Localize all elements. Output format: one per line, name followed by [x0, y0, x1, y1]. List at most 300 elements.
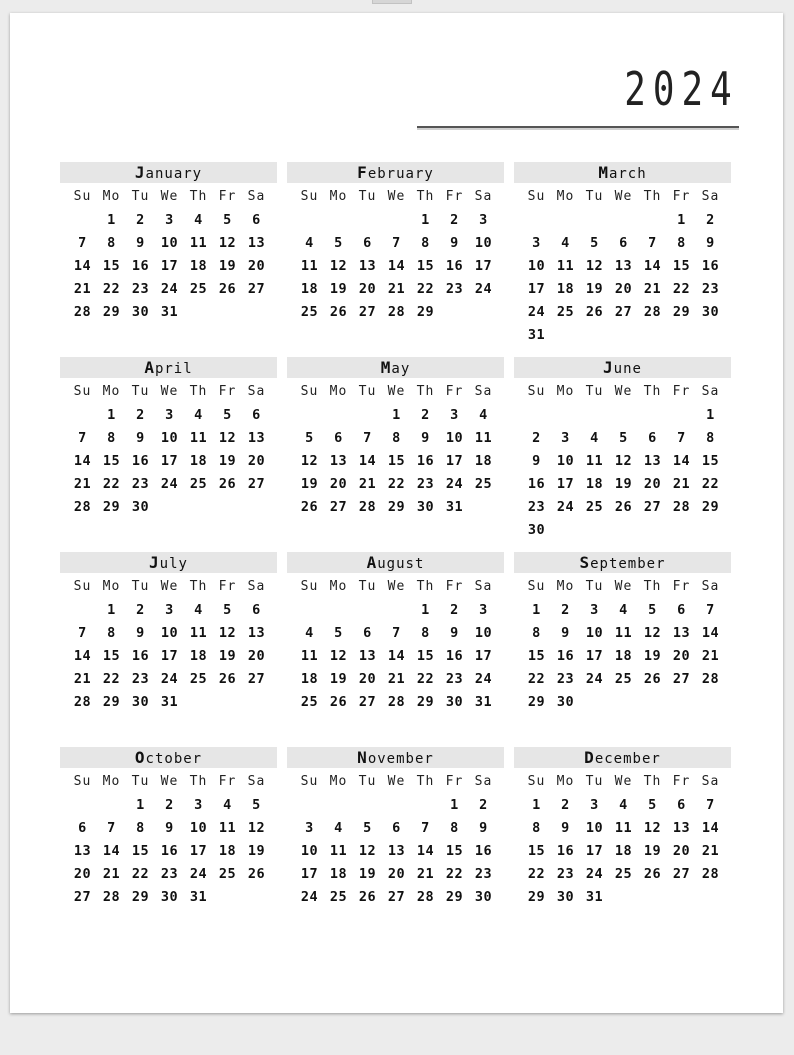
weekday-label: We: [387, 579, 406, 594]
day-cell: 12: [358, 843, 377, 859]
day-cell: 20: [387, 866, 406, 882]
weekday-label: Tu: [585, 579, 604, 594]
day-cell: 20: [247, 648, 266, 664]
day-cell: 12: [218, 430, 237, 446]
day-cell: 7: [421, 820, 430, 836]
empty-day-cell: [68, 404, 97, 427]
weekday-label: Sa: [247, 774, 266, 789]
month-header: August: [287, 552, 504, 573]
empty-day-cell: [522, 209, 551, 232]
day-cell: 18: [585, 476, 604, 492]
day-cell: 23: [556, 866, 575, 882]
day-cell: 30: [160, 889, 179, 905]
day-cell: 12: [329, 258, 348, 274]
empty-day-cell: [295, 794, 324, 817]
day-cell: 20: [358, 281, 377, 297]
day-cell: 25: [189, 671, 208, 687]
empty-day-cell: [295, 209, 324, 232]
day-cell: 29: [527, 694, 546, 710]
empty-day-cell: [382, 794, 411, 817]
month-header: July: [60, 552, 277, 573]
day-cell: 25: [189, 476, 208, 492]
weekday-label: Su: [527, 384, 546, 399]
day-cell: 18: [614, 648, 633, 664]
month-april: [60, 357, 277, 519]
day-cell: 10: [585, 820, 604, 836]
day-cell: 6: [677, 602, 686, 618]
day-cell: 7: [78, 430, 87, 446]
day-cell: 24: [556, 499, 575, 515]
weekday-label: Sa: [701, 579, 720, 594]
day-cell: 30: [527, 522, 546, 538]
day-cell: 17: [585, 648, 604, 664]
day-cell: 20: [358, 671, 377, 687]
day-cell: 5: [305, 430, 314, 446]
day-cell: 22: [527, 866, 546, 882]
day-cell: 10: [527, 258, 546, 274]
day-cell: 30: [474, 889, 493, 905]
day-cell: 19: [218, 453, 237, 469]
day-cell: 25: [556, 304, 575, 320]
day-cell: 27: [643, 499, 662, 515]
day-cell: 29: [387, 499, 406, 515]
day-cell: 23: [445, 671, 464, 687]
day-cell: 31: [474, 694, 493, 710]
day-cell: 25: [189, 281, 208, 297]
day-cell: 21: [102, 866, 121, 882]
weekday-label: Sa: [247, 384, 266, 399]
month-day-grid: [522, 378, 731, 542]
day-cell: 2: [706, 212, 715, 228]
empty-day-cell: [638, 209, 667, 232]
day-cell: 27: [73, 889, 92, 905]
day-cell: 29: [445, 889, 464, 905]
weekday-label: Fr: [445, 189, 464, 204]
day-cell: 9: [165, 820, 174, 836]
day-cell: 6: [392, 820, 401, 836]
day-cell: 26: [329, 694, 348, 710]
day-cell: 7: [107, 820, 116, 836]
day-cell: 28: [73, 694, 92, 710]
day-cell: 5: [223, 602, 232, 618]
month-october: [60, 747, 277, 909]
day-cell: 1: [421, 212, 430, 228]
day-cell: 10: [160, 235, 179, 251]
weekday-label: We: [387, 384, 406, 399]
day-cell: 22: [102, 671, 121, 687]
day-cell: 18: [329, 866, 348, 882]
weekday-label: Th: [643, 384, 662, 399]
weekday-label: Su: [73, 774, 92, 789]
weekday-label: Fr: [445, 384, 464, 399]
weekday-label: We: [160, 579, 179, 594]
day-cell: 30: [131, 694, 150, 710]
day-cell: 21: [701, 843, 720, 859]
day-cell: 3: [532, 235, 541, 251]
day-cell: 8: [136, 820, 145, 836]
day-cell: 15: [102, 648, 121, 664]
month-day-grid: [522, 183, 731, 347]
day-cell: 26: [614, 499, 633, 515]
day-cell: 18: [189, 258, 208, 274]
day-cell: 30: [556, 694, 575, 710]
month-day-grid: [295, 573, 504, 714]
day-cell: 12: [300, 453, 319, 469]
day-cell: 6: [677, 797, 686, 813]
day-cell: 13: [387, 843, 406, 859]
weekday-label: Th: [643, 189, 662, 204]
day-cell: 28: [73, 304, 92, 320]
day-cell: 22: [416, 671, 435, 687]
day-cell: 1: [421, 602, 430, 618]
day-cell: 30: [416, 499, 435, 515]
day-cell: 13: [672, 820, 691, 836]
day-cell: 3: [590, 797, 599, 813]
day-cell: 22: [527, 671, 546, 687]
weekday-label: Tu: [131, 189, 150, 204]
month-header: September: [514, 552, 731, 573]
day-cell: 31: [160, 694, 179, 710]
day-cell: 2: [561, 797, 570, 813]
day-cell: 26: [218, 281, 237, 297]
empty-day-cell: [382, 209, 411, 232]
day-cell: 4: [305, 625, 314, 641]
month-day-grid: [68, 573, 277, 714]
day-cell: 12: [643, 820, 662, 836]
day-cell: 3: [165, 212, 174, 228]
day-cell: 25: [300, 304, 319, 320]
day-cell: 1: [450, 797, 459, 813]
window-tab-handle[interactable]: [372, 0, 412, 4]
day-cell: 15: [527, 648, 546, 664]
weekday-label: Sa: [474, 189, 493, 204]
day-cell: 8: [107, 235, 116, 251]
day-cell: 1: [107, 407, 116, 423]
day-cell: 29: [416, 304, 435, 320]
day-cell: 8: [392, 430, 401, 446]
weekday-label: We: [614, 384, 633, 399]
day-cell: 24: [160, 281, 179, 297]
day-cell: 16: [445, 648, 464, 664]
day-cell: 11: [614, 625, 633, 641]
day-cell: 5: [334, 235, 343, 251]
month-march: [514, 162, 731, 347]
day-cell: 19: [614, 476, 633, 492]
day-cell: 2: [421, 407, 430, 423]
day-cell: 6: [78, 820, 87, 836]
day-cell: 14: [672, 453, 691, 469]
day-cell: 5: [590, 235, 599, 251]
empty-day-cell: [353, 209, 382, 232]
day-cell: 3: [561, 430, 570, 446]
month-july: [60, 552, 277, 714]
empty-day-cell: [295, 599, 324, 622]
day-cell: 9: [136, 625, 145, 641]
day-cell: 18: [189, 648, 208, 664]
day-cell: 11: [329, 843, 348, 859]
day-cell: 6: [252, 212, 261, 228]
day-cell: 29: [131, 889, 150, 905]
month-day-grid: [68, 768, 277, 909]
day-cell: 22: [445, 866, 464, 882]
day-cell: 8: [421, 235, 430, 251]
day-cell: 14: [387, 258, 406, 274]
day-cell: 23: [131, 671, 150, 687]
month-header: December: [514, 747, 731, 768]
day-cell: 18: [300, 671, 319, 687]
day-cell: 25: [218, 866, 237, 882]
weekday-label: Su: [73, 189, 92, 204]
day-cell: 8: [107, 430, 116, 446]
day-cell: 20: [614, 281, 633, 297]
day-cell: 15: [445, 843, 464, 859]
day-cell: 13: [614, 258, 633, 274]
day-cell: 28: [701, 866, 720, 882]
day-cell: 8: [706, 430, 715, 446]
day-cell: 26: [329, 304, 348, 320]
weekday-label: Su: [300, 774, 319, 789]
day-cell: 27: [358, 304, 377, 320]
day-cell: 14: [387, 648, 406, 664]
day-cell: 3: [479, 602, 488, 618]
day-cell: 18: [300, 281, 319, 297]
day-cell: 4: [194, 407, 203, 423]
empty-day-cell: [609, 404, 638, 427]
day-cell: 3: [165, 407, 174, 423]
day-cell: 30: [131, 304, 150, 320]
weekday-label: Mo: [102, 384, 121, 399]
day-cell: 1: [677, 212, 686, 228]
day-cell: 14: [643, 258, 662, 274]
day-cell: 19: [329, 281, 348, 297]
weekday-label: Th: [416, 579, 435, 594]
month-day-grid: [522, 573, 731, 714]
day-cell: 27: [329, 499, 348, 515]
day-cell: 10: [160, 625, 179, 641]
month-day-grid: [295, 378, 504, 519]
day-cell: 25: [585, 499, 604, 515]
day-cell: 14: [73, 258, 92, 274]
day-cell: 21: [73, 476, 92, 492]
month-header: March: [514, 162, 731, 183]
day-cell: 16: [556, 843, 575, 859]
weekday-label: Mo: [556, 579, 575, 594]
weekday-label: Fr: [218, 774, 237, 789]
day-cell: 2: [532, 430, 541, 446]
day-cell: 20: [672, 843, 691, 859]
day-cell: 24: [189, 866, 208, 882]
day-cell: 22: [387, 476, 406, 492]
day-cell: 17: [585, 843, 604, 859]
empty-day-cell: [324, 599, 353, 622]
day-cell: 26: [643, 671, 662, 687]
day-cell: 15: [672, 258, 691, 274]
weekday-label: Su: [300, 579, 319, 594]
day-cell: 16: [131, 258, 150, 274]
day-cell: 19: [218, 648, 237, 664]
day-cell: 5: [223, 212, 232, 228]
day-cell: 22: [672, 281, 691, 297]
day-cell: 5: [619, 430, 628, 446]
month-january: [60, 162, 277, 324]
day-cell: 10: [445, 430, 464, 446]
day-cell: 24: [474, 281, 493, 297]
weekday-label: Su: [73, 384, 92, 399]
month-header: January: [60, 162, 277, 183]
empty-day-cell: [382, 599, 411, 622]
empty-day-cell: [551, 404, 580, 427]
day-cell: 6: [363, 235, 372, 251]
day-cell: 29: [701, 499, 720, 515]
day-cell: 17: [160, 258, 179, 274]
day-cell: 24: [445, 476, 464, 492]
month-november: [287, 747, 504, 909]
day-cell: 4: [619, 602, 628, 618]
day-cell: 8: [107, 625, 116, 641]
day-cell: 5: [363, 820, 372, 836]
day-cell: 21: [73, 671, 92, 687]
day-cell: 25: [329, 889, 348, 905]
day-cell: 9: [136, 430, 145, 446]
day-cell: 15: [527, 843, 546, 859]
day-cell: 15: [102, 453, 121, 469]
weekday-label: Th: [416, 189, 435, 204]
day-cell: 15: [387, 453, 406, 469]
day-cell: 7: [677, 430, 686, 446]
day-cell: 17: [300, 866, 319, 882]
day-cell: 28: [387, 304, 406, 320]
day-cell: 25: [474, 476, 493, 492]
day-cell: 5: [648, 602, 657, 618]
month-header: February: [287, 162, 504, 183]
day-cell: 14: [358, 453, 377, 469]
day-cell: 17: [445, 453, 464, 469]
day-cell: 17: [556, 476, 575, 492]
day-cell: 13: [73, 843, 92, 859]
empty-day-cell: [353, 404, 382, 427]
day-cell: 22: [701, 476, 720, 492]
day-cell: 9: [561, 625, 570, 641]
day-cell: 19: [247, 843, 266, 859]
day-cell: 7: [392, 625, 401, 641]
month-day-grid: [68, 378, 277, 519]
day-cell: 5: [223, 407, 232, 423]
day-cell: 20: [643, 476, 662, 492]
day-cell: 7: [78, 235, 87, 251]
day-cell: 1: [107, 602, 116, 618]
day-cell: 23: [131, 476, 150, 492]
weekday-label: Th: [189, 189, 208, 204]
day-cell: 5: [252, 797, 261, 813]
weekday-label: Mo: [329, 579, 348, 594]
day-cell: 3: [479, 212, 488, 228]
day-cell: 20: [73, 866, 92, 882]
month-may: [287, 357, 504, 519]
day-cell: 6: [252, 407, 261, 423]
weekday-label: Sa: [247, 189, 266, 204]
weekday-label: Fr: [672, 579, 691, 594]
day-cell: 16: [474, 843, 493, 859]
day-cell: 6: [363, 625, 372, 641]
day-cell: 3: [590, 602, 599, 618]
day-cell: 7: [706, 602, 715, 618]
empty-day-cell: [68, 209, 97, 232]
weekday-label: Fr: [218, 579, 237, 594]
day-cell: 25: [614, 671, 633, 687]
day-cell: 3: [305, 820, 314, 836]
day-cell: 27: [387, 889, 406, 905]
day-cell: 13: [358, 648, 377, 664]
weekday-label: Mo: [556, 384, 575, 399]
year-title: 2024: [624, 62, 739, 116]
weekday-label: We: [387, 774, 406, 789]
day-cell: 2: [165, 797, 174, 813]
day-cell: 2: [136, 407, 145, 423]
day-cell: 28: [387, 694, 406, 710]
empty-day-cell: [324, 209, 353, 232]
day-cell: 29: [102, 499, 121, 515]
day-cell: 8: [532, 820, 541, 836]
day-cell: 3: [165, 602, 174, 618]
day-cell: 9: [532, 453, 541, 469]
month-header: April: [60, 357, 277, 378]
weekday-label: Mo: [329, 189, 348, 204]
weekday-label: Sa: [474, 384, 493, 399]
weekday-label: Tu: [358, 384, 377, 399]
day-cell: 9: [136, 235, 145, 251]
day-cell: 15: [701, 453, 720, 469]
day-cell: 11: [614, 820, 633, 836]
day-cell: 14: [73, 648, 92, 664]
day-cell: 18: [614, 843, 633, 859]
day-cell: 29: [102, 694, 121, 710]
day-cell: 15: [131, 843, 150, 859]
day-cell: 28: [416, 889, 435, 905]
day-cell: 17: [474, 258, 493, 274]
day-cell: 13: [643, 453, 662, 469]
day-cell: 29: [672, 304, 691, 320]
empty-day-cell: [580, 404, 609, 427]
weekday-label: Mo: [102, 774, 121, 789]
weekday-label: Tu: [131, 384, 150, 399]
weekday-label: Th: [643, 579, 662, 594]
day-cell: 6: [334, 430, 343, 446]
weekday-label: We: [614, 189, 633, 204]
day-cell: 23: [416, 476, 435, 492]
empty-day-cell: [295, 404, 324, 427]
day-cell: 12: [643, 625, 662, 641]
day-cell: 9: [450, 625, 459, 641]
day-cell: 29: [527, 889, 546, 905]
day-cell: 23: [474, 866, 493, 882]
day-cell: 11: [189, 625, 208, 641]
weekday-label: Mo: [329, 774, 348, 789]
day-cell: 2: [136, 602, 145, 618]
day-cell: 27: [358, 694, 377, 710]
day-cell: 4: [561, 235, 570, 251]
day-cell: 1: [532, 797, 541, 813]
day-cell: 19: [358, 866, 377, 882]
weekday-label: Fr: [445, 774, 464, 789]
month-august: [287, 552, 504, 714]
empty-day-cell: [324, 404, 353, 427]
weekday-label: Su: [300, 189, 319, 204]
empty-day-cell: [667, 404, 696, 427]
day-cell: 26: [585, 304, 604, 320]
empty-day-cell: [353, 599, 382, 622]
weekday-label: Mo: [556, 189, 575, 204]
day-cell: 8: [421, 625, 430, 641]
